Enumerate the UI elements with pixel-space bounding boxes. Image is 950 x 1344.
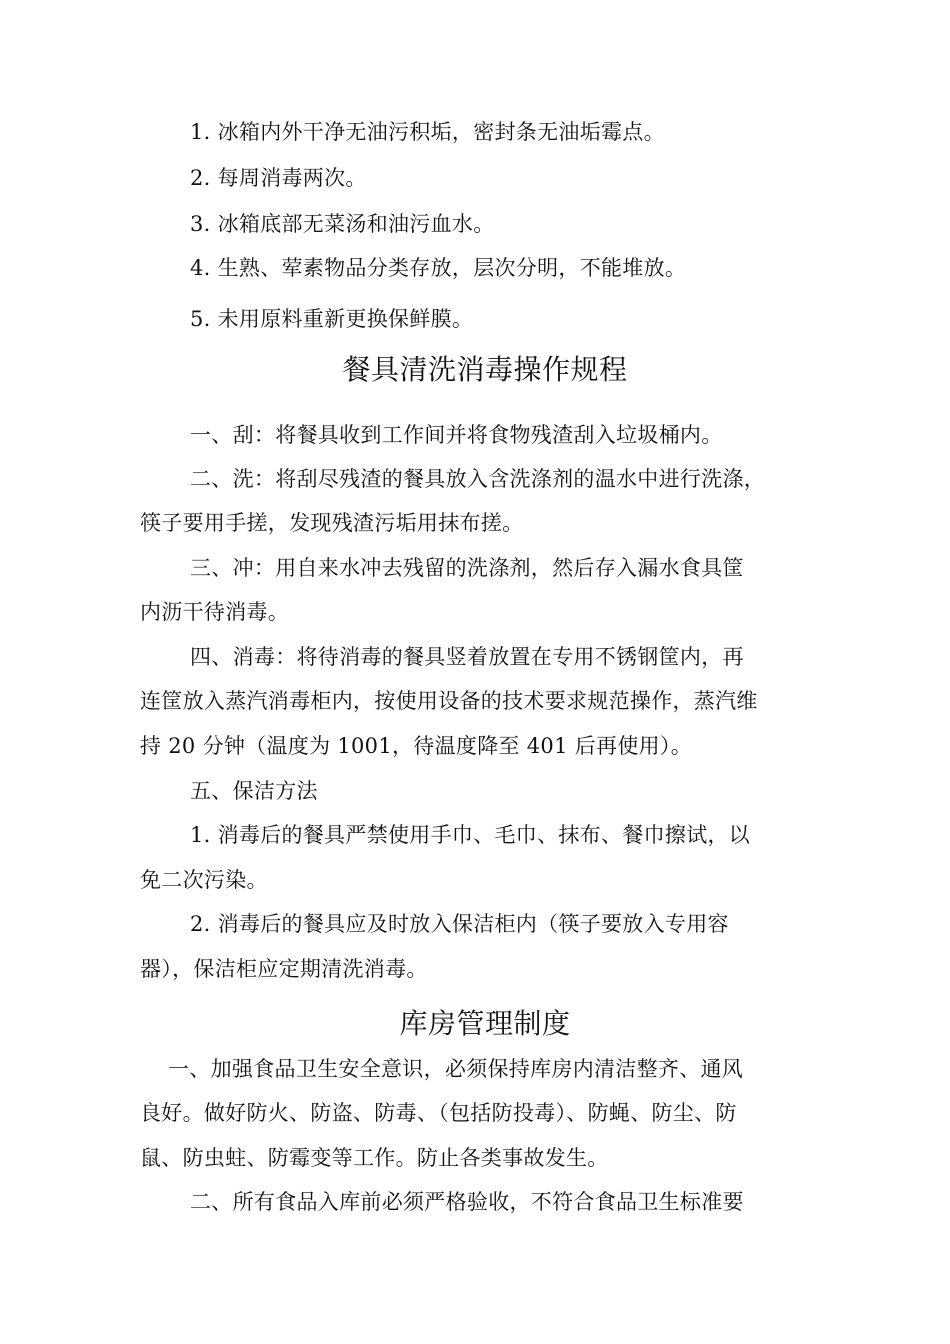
fridge-rule-5: 5. 未用原料重新更换保鲜膜。	[190, 307, 474, 331]
warehouse-rule-2a: 二、所有食品入库前必须严格验收，不符合食品卫生标准要	[190, 1190, 744, 1214]
tableware-step-scrape: 一、刮：将餐具收到工作间并将食物残渣刮入垃圾桶内。	[190, 423, 723, 447]
fridge-rule-2: 2. 每周消毒两次。	[190, 166, 367, 190]
keep-clean-rule-2a: 2. 消毒后的餐具应及时放入保洁柜内（筷子要放入专用容	[190, 912, 729, 936]
fridge-rule-3: 3. 冰箱底部无菜汤和油污血水。	[190, 212, 495, 236]
tableware-step-wash-2: 筷子要用手搓，发现残渣污垢用抹布搓。	[140, 511, 524, 535]
fridge-rule-1: 1. 冰箱内外干净无油污积垢，密封条无油垢霉点。	[190, 120, 665, 144]
warehouse-rule-1b: 良好。做好防火、防盗、防毒、（包括防投毒）、防蝇、防尘、防	[140, 1101, 737, 1125]
warehouse-rule-1c: 鼠、防虫蛀、防霉变等工作。防止各类事故发生。	[140, 1146, 609, 1170]
tableware-step-keep-clean: 五、保洁方法	[190, 779, 318, 803]
tableware-step-disinfect-1: 四、消毒：将待消毒的餐具竖着放置在专用不锈钢筐内，再	[190, 645, 744, 669]
fridge-rule-4: 4. 生熟、荤素物品分类存放，层次分明，不能堆放。	[190, 256, 687, 280]
tableware-step-rinse-1: 三、冲：用自来水冲去残留的洗涤剂，然后存入漏水食具筐	[190, 556, 744, 580]
tableware-step-disinfect-2: 连筐放入蒸汽消毒柜内，按使用设备的技术要求规范操作，蒸汽维	[140, 689, 758, 713]
warehouse-rule-1a: 一、加强食品卫生安全意识，必须保持库房内清洁整齐、通风	[168, 1057, 744, 1081]
keep-clean-rule-1b: 免二次污染。	[140, 868, 268, 892]
section-title-tableware: 餐具清洗消毒操作规程	[342, 353, 628, 386]
keep-clean-rule-2b: 器），保洁柜应定期清洗消毒。	[140, 957, 428, 981]
keep-clean-rule-1a: 1. 消毒后的餐具严禁使用手巾、毛巾、抹布、餐巾擦试，以	[190, 823, 751, 847]
tableware-step-wash-1: 二、洗：将刮尽残渣的餐具放入含洗涤剂的温水中进行洗涤，	[190, 467, 766, 491]
tableware-step-rinse-2: 内沥干待消毒。	[140, 600, 290, 624]
tableware-step-disinfect-3: 持 20 分钟（温度为 1001，待温度降至 401 后再使用）。	[140, 734, 693, 758]
section-title-warehouse: 库房管理制度	[399, 1007, 571, 1040]
